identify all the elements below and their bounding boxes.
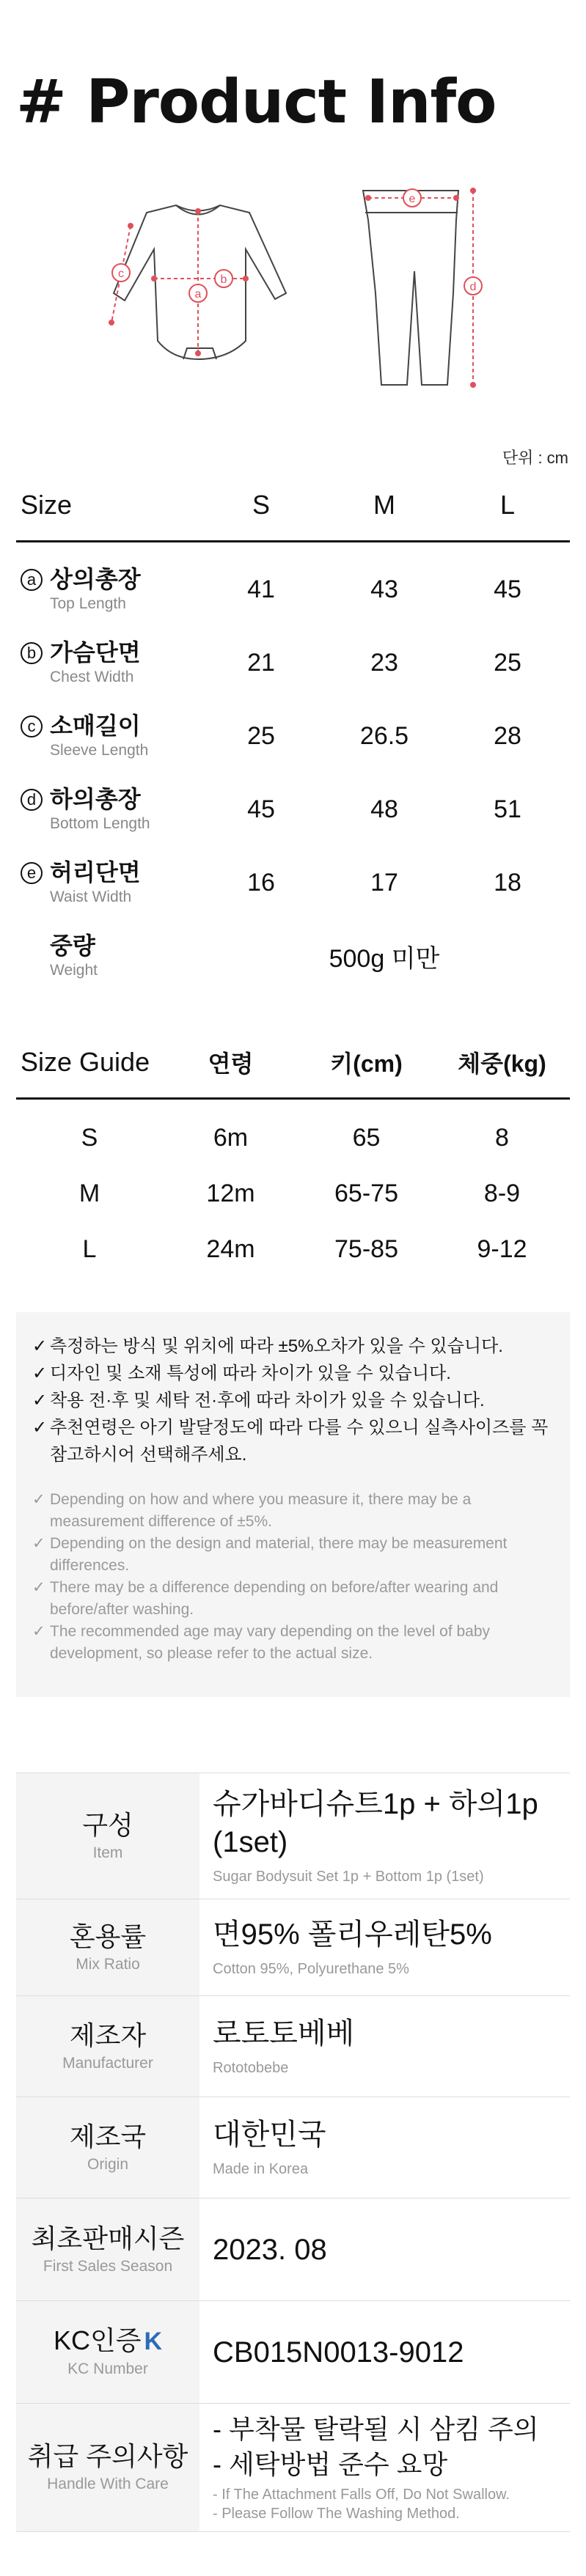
value-cell: 41 bbox=[247, 575, 275, 603]
info-label-en: First Sales Season bbox=[43, 2257, 173, 2275]
note-item: ✓ 착용 전·후 및 세탁 전·후에 따라 차이가 있을 수 있습니다. bbox=[32, 1387, 554, 1414]
weight-row bbox=[16, 919, 570, 993]
size-guide-table bbox=[16, 1026, 570, 1277]
value-cell: 45 bbox=[247, 795, 275, 823]
check-icon: ✓ bbox=[32, 1418, 48, 1438]
info-row-kc bbox=[16, 2300, 570, 2403]
info-value-en: Sugar Bodysuit Set 1p + Bottom 1p (1set) bbox=[213, 1868, 484, 1885]
unit-label: 단위 : cm bbox=[502, 449, 568, 467]
info-label-en: KC Number bbox=[67, 2360, 148, 2377]
badge-a: a bbox=[21, 569, 43, 591]
check-icon: ✓ bbox=[32, 1579, 45, 1596]
table-row bbox=[16, 1166, 570, 1221]
measure-label: 하의총장 bbox=[50, 786, 141, 812]
kc-mark-icon: K bbox=[144, 2327, 163, 2355]
value-cell: 48 bbox=[370, 795, 398, 823]
info-label: 제조국 bbox=[69, 2121, 147, 2152]
guide-header-weight: 체중(kg) bbox=[458, 1050, 546, 1077]
value-cell: 25 bbox=[247, 721, 275, 750]
badge-e: e bbox=[21, 862, 43, 884]
value-cell: 18 bbox=[494, 868, 521, 897]
guide-header-height: 키(cm) bbox=[330, 1050, 403, 1077]
info-label: 취급 주의사항 bbox=[27, 2441, 188, 2471]
table-row bbox=[16, 1221, 570, 1277]
info-value: CB015N0013-9012 bbox=[213, 2336, 464, 2369]
info-value-en: - If The Attachment Falls Off, Do Not Swallow. bbox=[213, 2487, 510, 2503]
size-header-l: L bbox=[499, 489, 516, 520]
table-row bbox=[16, 846, 570, 919]
info-row-mix bbox=[16, 1899, 570, 1995]
weight-label: 중량 bbox=[50, 932, 95, 959]
info-value: - 세탁방법 준수 요망 bbox=[213, 2449, 448, 2479]
info-label-en: Mix Ratio bbox=[76, 1955, 140, 1973]
table-row bbox=[16, 553, 570, 626]
check-icon: ✓ bbox=[32, 1391, 48, 1410]
label-b: b bbox=[220, 273, 227, 286]
info-value: 로토토베베 bbox=[213, 2017, 355, 2050]
measure-label-en: Bottom Length bbox=[50, 815, 150, 832]
info-row-season bbox=[16, 2198, 570, 2300]
product-info-table bbox=[16, 1773, 570, 2532]
weight-label-en: Weight bbox=[50, 962, 98, 979]
check-icon: ✓ bbox=[32, 1535, 45, 1552]
table-row bbox=[16, 1110, 570, 1166]
notes-panel bbox=[16, 1312, 570, 1697]
info-row-care bbox=[16, 2403, 570, 2532]
value-cell: 21 bbox=[247, 648, 275, 677]
value-cell: 51 bbox=[494, 795, 521, 823]
guide-cell: 12m bbox=[206, 1179, 255, 1207]
guide-cell: 8-9 bbox=[483, 1179, 521, 1207]
guide-cell: 65-75 bbox=[334, 1179, 398, 1207]
info-label-en: Manufacturer bbox=[62, 2054, 153, 2072]
info-label-en: Handle With Care bbox=[47, 2476, 169, 2492]
badge-b: b bbox=[21, 642, 43, 664]
value-cell: 16 bbox=[247, 868, 275, 897]
info-value: - 부착물 탈락될 시 삼킴 주의 bbox=[213, 2414, 539, 2444]
measure-label-en: Chest Width bbox=[50, 669, 134, 685]
label-d: d bbox=[469, 281, 477, 293]
label-a: a bbox=[194, 288, 202, 301]
info-row-origin bbox=[16, 2097, 570, 2198]
info-value: 슈가바디슈트1p + 하의1p (1set) bbox=[213, 1787, 538, 1858]
info-value-en: Rototobebe bbox=[213, 2059, 289, 2076]
measure-label: 상의총장 bbox=[50, 566, 141, 592]
info-row-composition bbox=[16, 1773, 570, 1899]
info-value: 면95% 폴리우레탄5% bbox=[213, 1918, 492, 1951]
note-item: ✓ 측정하는 방식 및 위치에 따라 ±5%오차가 있을 수 있습니다. bbox=[32, 1333, 554, 1360]
label-c: c bbox=[118, 268, 124, 280]
info-value-en: Made in Korea bbox=[213, 2160, 309, 2177]
check-icon: ✓ bbox=[32, 1336, 48, 1356]
guide-cell: 6m bbox=[213, 1123, 249, 1152]
note-item-en: ✓ Depending on the design and material, there may be measurement differences. bbox=[32, 1533, 554, 1577]
info-label: 제조자 bbox=[69, 2020, 147, 2050]
measure-label: 가슴단면 bbox=[50, 639, 141, 666]
value-cell: 43 bbox=[370, 575, 398, 603]
note-item: ✓ 추천연령은 아기 발달정도에 따라 다를 수 있으니 실측사이즈를 꼭 참고하시어 선택해주세요. bbox=[32, 1414, 554, 1468]
measure-label-en: Waist Width bbox=[50, 888, 132, 905]
guide-header-label: Size Guide bbox=[21, 1046, 150, 1077]
check-icon: ✓ bbox=[32, 1623, 45, 1640]
table-row bbox=[16, 626, 570, 699]
note-item-en: ✓ Depending on how and where you measure it, there may be a measurement difference of ±5%. bbox=[32, 1489, 554, 1533]
value-cell: 28 bbox=[494, 721, 521, 750]
badge-d: d bbox=[21, 789, 43, 811]
check-icon: ✓ bbox=[32, 1491, 45, 1508]
info-value: 대한민국 bbox=[213, 2118, 326, 2151]
guide-cell: 8 bbox=[495, 1123, 509, 1152]
guide-cell: 65 bbox=[352, 1123, 381, 1152]
measure-label-en: Sleeve Length bbox=[50, 742, 149, 759]
info-label-en: Origin bbox=[87, 2155, 129, 2173]
measure-label: 허리단면 bbox=[50, 859, 141, 886]
size-header-s: S bbox=[252, 489, 270, 520]
guide-cell: L bbox=[82, 1234, 97, 1263]
value-cell: 26.5 bbox=[359, 721, 409, 750]
guide-cell: S bbox=[81, 1123, 98, 1152]
table-row bbox=[16, 699, 570, 773]
note-item-en: ✓ There may be a difference depending on before/after wearing and before/after washing. bbox=[32, 1577, 554, 1621]
info-value: 2023. 08 bbox=[213, 2233, 327, 2266]
guide-cell: M bbox=[78, 1179, 100, 1207]
size-table-header bbox=[16, 469, 570, 542]
value-cell: 45 bbox=[494, 575, 521, 603]
info-label-en: Item bbox=[92, 1844, 123, 1861]
value-cell: 25 bbox=[494, 648, 521, 677]
value-cell: 23 bbox=[370, 648, 398, 677]
size-guide-header bbox=[16, 1026, 570, 1100]
info-label: 혼용률 bbox=[69, 1921, 147, 1951]
info-label: 최초판매시즌 bbox=[31, 2223, 185, 2253]
measure-label-en: Top Length bbox=[50, 595, 126, 612]
page-title: # Product Info bbox=[16, 67, 497, 137]
check-icon: ✓ bbox=[32, 1364, 48, 1383]
guide-cell: 24m bbox=[206, 1234, 255, 1263]
size-header-label: Size bbox=[21, 489, 73, 520]
info-label: KC인증 bbox=[53, 2325, 142, 2355]
guide-cell: 75-85 bbox=[334, 1234, 398, 1263]
guide-header-age: 연령 bbox=[208, 1050, 254, 1077]
note-item: ✓ 디자인 및 소재 특성에 따라 차이가 있을 수 있습니다. bbox=[32, 1360, 554, 1387]
info-label: 구성 bbox=[82, 1809, 133, 1840]
measure-label: 소매길이 bbox=[50, 713, 141, 739]
label-e: e bbox=[409, 193, 416, 205]
note-item-en: ✓ The recommended age may vary depending on the level of baby development, so please refer to the actual size. bbox=[32, 1621, 554, 1665]
badge-c: c bbox=[21, 715, 43, 737]
size-header-m: M bbox=[373, 489, 395, 520]
info-value-en: Cotton 95%, Polyurethane 5% bbox=[213, 1960, 409, 1977]
weight-value: 500g 미만 bbox=[329, 944, 440, 973]
guide-cell: 9-12 bbox=[477, 1234, 527, 1263]
table-row bbox=[16, 773, 570, 846]
info-value-en: - Please Follow The Washing Method. bbox=[213, 2506, 460, 2522]
size-table bbox=[16, 469, 570, 993]
value-cell: 17 bbox=[370, 868, 398, 897]
info-row-manufacturer bbox=[16, 1995, 570, 2097]
garment-measurement-diagram bbox=[103, 183, 528, 396]
